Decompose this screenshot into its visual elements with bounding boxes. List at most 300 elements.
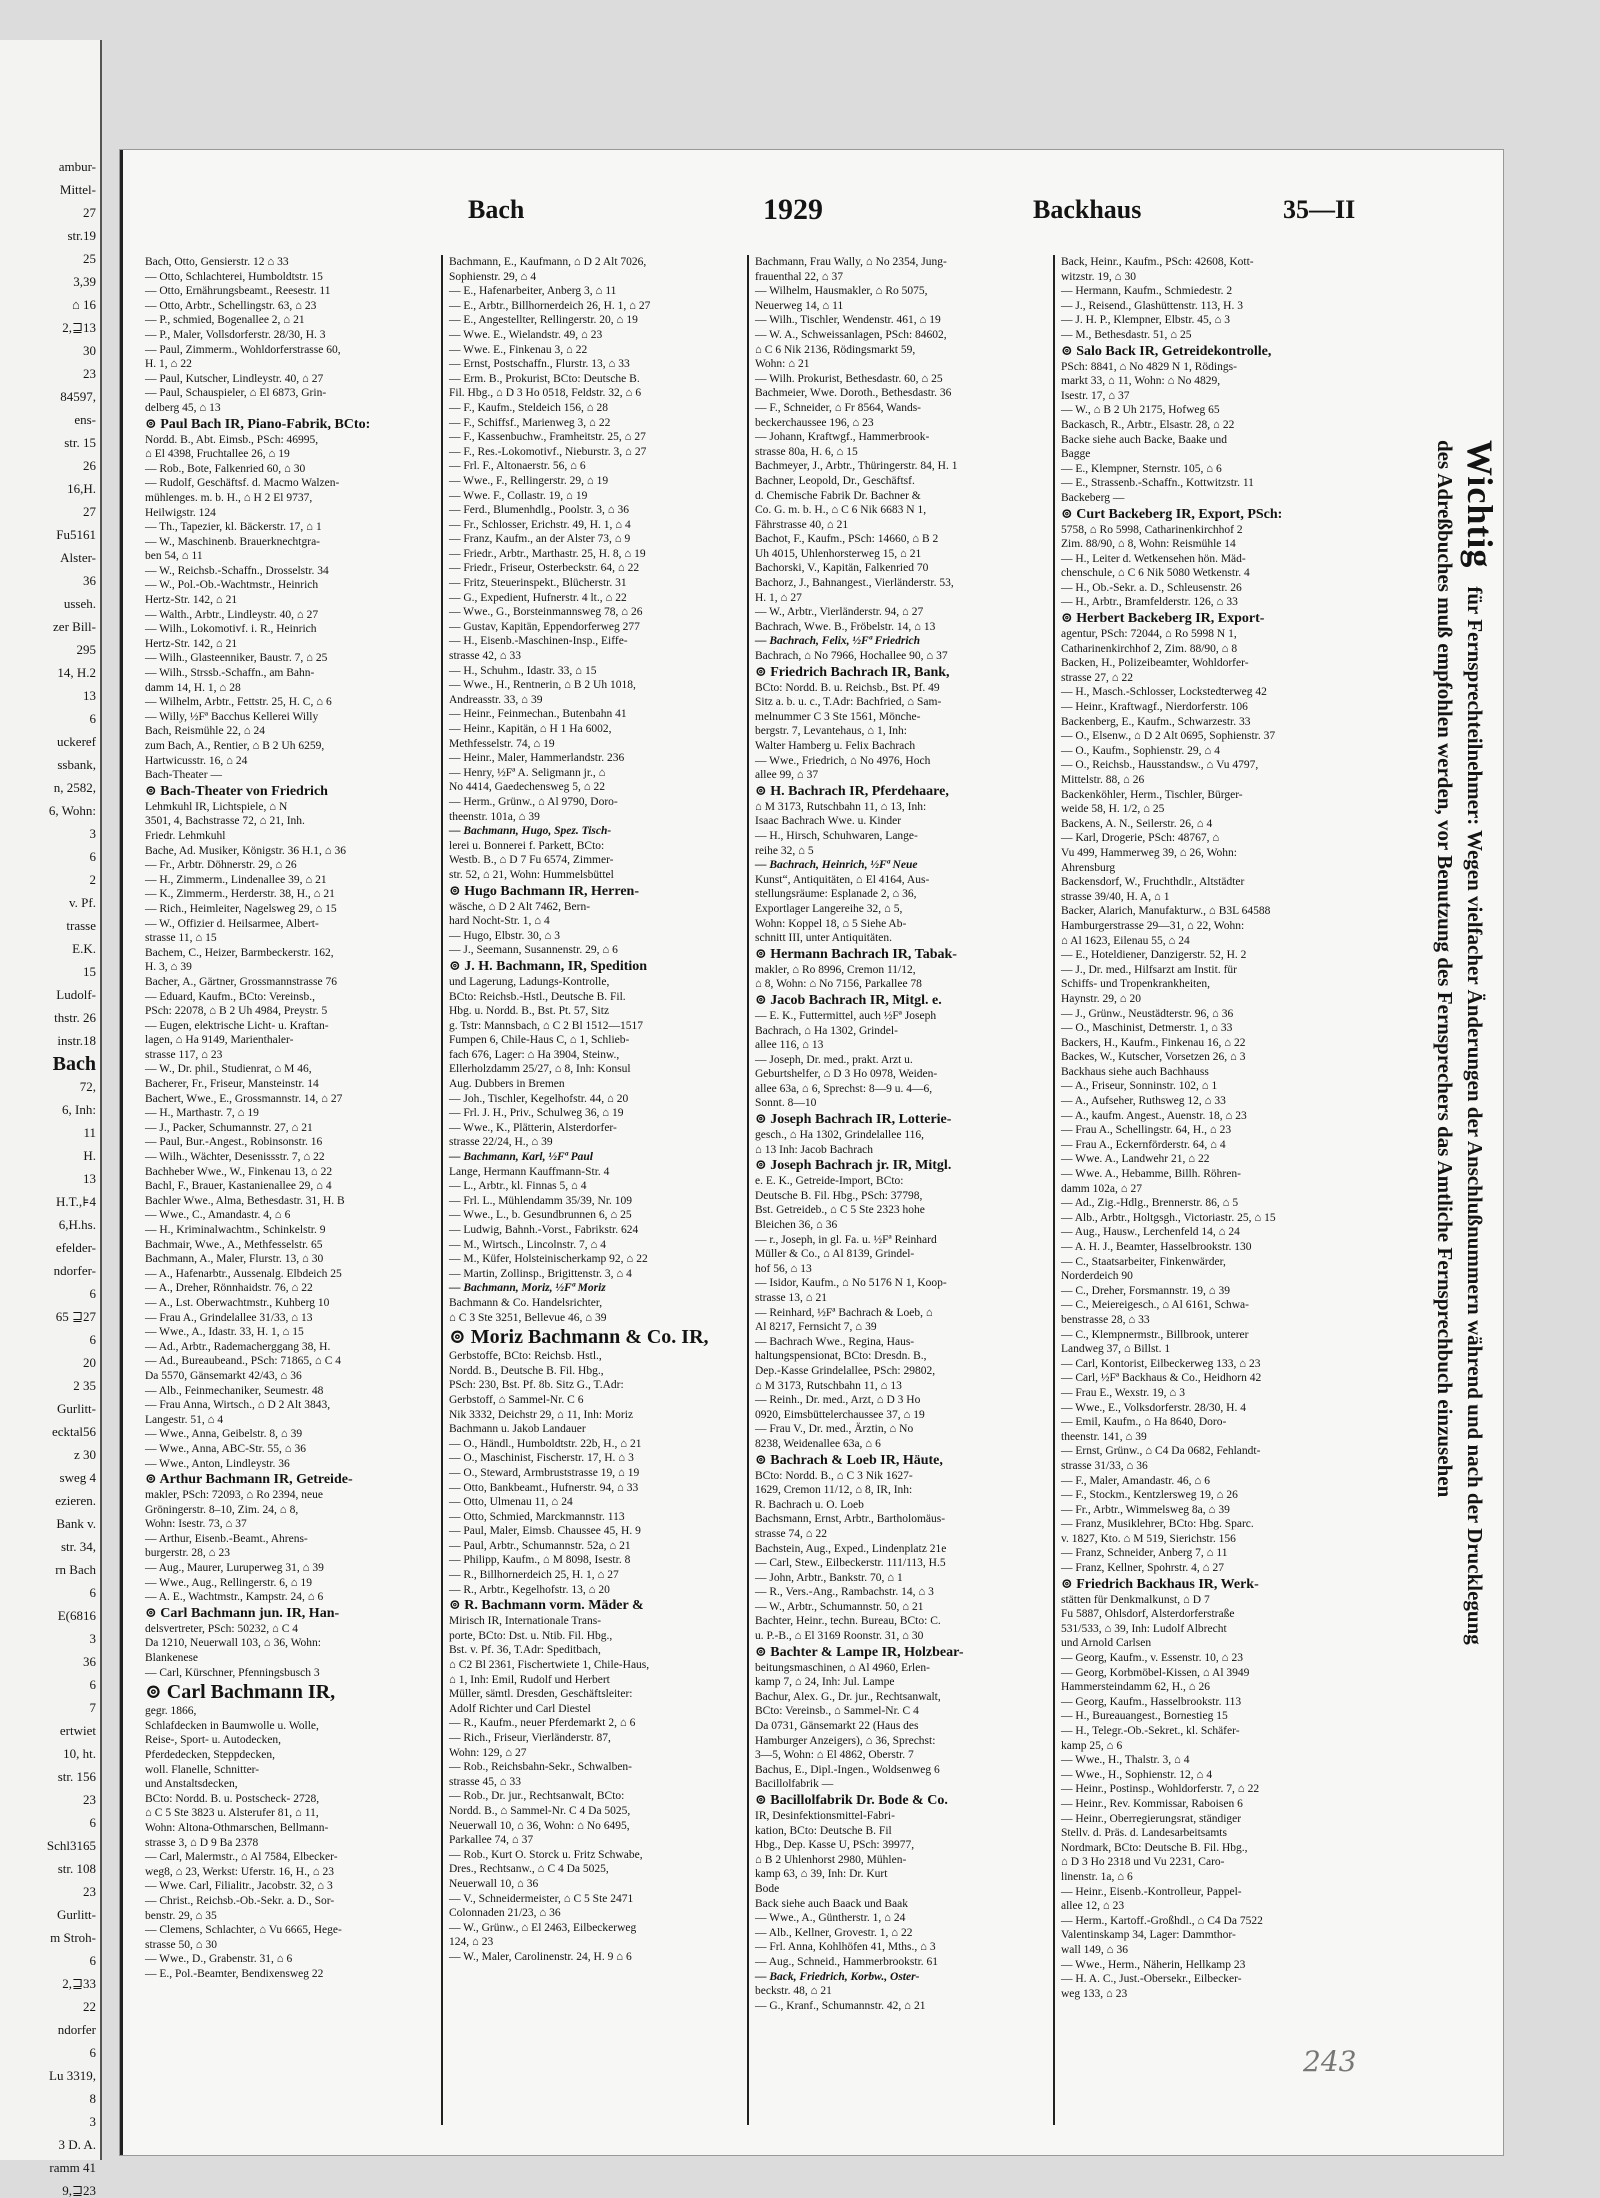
directory-entry: — Heinr., Kraftwagf., Nierdorferstr. 106 xyxy=(1061,701,1248,714)
directory-entry: fach 676, Lager: ⌂ Ha 3904, Steinw., xyxy=(449,1048,620,1061)
directory-entry: — H., Hirsch, Schuhwaren, Lange- xyxy=(755,829,918,842)
directory-entry: — Walth., Arbtr., Lindleystr. 40, ⌂ 27 xyxy=(145,608,319,621)
directory-entry: Bache, Ad. Musiker, Königstr. 36 H.1, ⌂ 36 xyxy=(145,844,346,857)
directory-entry: — Franz, Kellner, Spohrstr. 4, ⌂ 27 xyxy=(1061,1562,1224,1575)
directory-entry: — Hermann, Kaufm., Schmiedestr. 2 xyxy=(1061,285,1233,298)
fragment-text: ambur- xyxy=(58,159,96,174)
directory-entry: Back, Heinr., Kaufm., PSch: 42608, Kott- xyxy=(1061,256,1254,268)
directory-entry: bergstr. 7, Levantehaus, ⌂ 1, Inh: xyxy=(755,725,908,738)
directory-entry: — O., Maschinist, Detmerstr. 1, ⌂ 33 xyxy=(1061,1022,1233,1035)
directory-entry: — Bachmann, Moriz, ½Fª Moriz xyxy=(449,1282,606,1295)
fragment-text: 2 35 xyxy=(73,1378,96,1393)
directory-entry: — A., Friseur, Sonninstr. 102, ⌂ 1 xyxy=(1061,1080,1218,1093)
directory-entry: ⌂ D 3 Ho 2318 und Vu 2231, Caro- xyxy=(1061,1856,1225,1869)
directory-entry: strasse 27, ⌂ 22 xyxy=(1061,671,1134,684)
directory-entry: PSch: 22078, ⌂ B 2 Uh 4984, Preystr. 5 xyxy=(145,1005,328,1018)
directory-entry: Hbg., Dep. Kasse U, PSch: 39977, xyxy=(755,1839,915,1852)
directory-entry: — Friedr., Arbtr., Marthastr. 25, H. 8, ⌂ 19 xyxy=(449,547,646,560)
directory-entry: ⌂ Al 1623, Eilenau 55, ⌂ 24 xyxy=(1061,934,1190,947)
fragment-text: str. 108 xyxy=(57,1861,96,1876)
directory-entry: ⌂ C 5 Ste 3823 u. Alsterufer 81, ⌂ 11, xyxy=(145,1807,319,1820)
directory-entry: burgerstr. 28, ⌂ 23 xyxy=(145,1547,230,1560)
directory-entry: — G., Expedient, Hufnerstr. 4 lt., ⌂ 22 xyxy=(449,591,627,604)
directory-entry: — Franz, Schneider, Anberg 7, ⌂ 11 xyxy=(1061,1547,1228,1560)
fragment-text: 2,⊒13 xyxy=(62,320,96,335)
directory-entry: — Wilh., Lokomotivf. i. R., Heinrich xyxy=(145,623,317,636)
directory-entry: ⌂ 13 Inh: Jacob Bachrach xyxy=(755,1143,874,1156)
directory-entry: Uh 4015, Uhlenhorsterweg 15, ⌂ 21 xyxy=(755,547,922,560)
directory-entry: Hartwicusstr. 16, ⌂ 24 xyxy=(145,754,248,767)
page-header xyxy=(123,195,1503,235)
directory-entry: — M., Bethesdastr. 51, ⌂ 25 xyxy=(1061,328,1192,341)
directory-entry: — R., Vers.-Ang., Rambachstr. 14, ⌂ 3 xyxy=(755,1586,934,1599)
directory-entry: Bachrach, ⌂ No 7966, Hochallee 90, ⌂ 37 xyxy=(755,650,948,663)
fragment-text: rn Bach xyxy=(55,1562,96,1577)
directory-entry: Bachot, F., Kaufm., PSch: 14660, ⌂ B 2 xyxy=(755,533,939,546)
directory-entry: benstr. 29, ⌂ 35 xyxy=(145,1909,217,1922)
directory-entry: Bachmann, A., Maler, Flurstr. 13, ⌂ 30 xyxy=(145,1253,324,1266)
directory-entry: H. 1, ⌂ 27 xyxy=(755,591,802,604)
directory-entry: ⊚ Hermann Bachrach IR, Tabak- xyxy=(755,946,957,962)
directory-entry: makler, PSch: 72093, ⌂ Ro 2394, neue xyxy=(145,1489,323,1502)
directory-entry: — F., Stockm., Kentzlersweg 19, ⌂ 26 xyxy=(1061,1489,1238,1502)
directory-entry: 5758, ⌂ Ro 5998, Catharinenkirchhof 2 xyxy=(1061,523,1243,536)
directory-entry: Co. G. m. b. H., ⌂ C 6 Nik 6683 N 1, xyxy=(755,504,927,517)
directory-entry: — Reinhard, ½Fª Bachrach & Loeb, ⌂ xyxy=(755,1306,933,1319)
fragment-text: 27 xyxy=(83,205,96,220)
directory-entry: — A., kaufm. Angest., Auenstr. 18, ⌂ 23 xyxy=(1061,1109,1247,1122)
directory-entry: — Wwe., C., Amandastr. 4, ⌂ 6 xyxy=(145,1209,291,1222)
directory-entry: — M., Küfer, Holsteinischerkamp 92, ⌂ 22 xyxy=(449,1253,648,1266)
column-divider xyxy=(1053,255,1055,2125)
directory-entry: gegr. 1866, xyxy=(145,1705,197,1718)
directory-entry: Bacher, A., Gärtner, Grossmannstrasse 76 xyxy=(145,975,337,988)
fragment-text: Mittel- xyxy=(59,182,96,197)
fragment-text: 6 xyxy=(89,1677,96,1692)
directory-entry: Wohn: ⌂ 21 xyxy=(755,358,810,371)
directory-entry: Schiffs- und Tropenkrankheiten, xyxy=(1061,978,1210,991)
directory-entry: Mittelstr. 88, ⌂ 26 xyxy=(1061,774,1145,786)
directory-entry: Aug. Dubbers in Bremen xyxy=(449,1078,565,1091)
directory-entry: strasse 39/40, H. A, ⌂ 1 xyxy=(1061,890,1170,903)
fragment-text: usseh. xyxy=(63,596,96,611)
directory-entry: — Karl, Drogerie, PSch: 48767, ⌂ xyxy=(1061,832,1220,845)
directory-entry: — C., Meiereigesch., ⌂ Al 6161, Schwa- xyxy=(1061,1299,1249,1312)
directory-entry: — Heinr., Oberregierungsrat, ständiger xyxy=(1061,1812,1242,1825)
directory-entry: — Henry, ½Fª A. Seligmann jr., ⌂ xyxy=(449,766,606,779)
directory-entry: weg 133, ⌂ 23 xyxy=(1061,1987,1128,2000)
fragment-text: str. 156 xyxy=(57,1769,96,1784)
directory-entry: allee 116, ⌂ 13 xyxy=(755,1039,824,1052)
directory-entry: Bachem, C., Heizer, Barmbeckerstr. 162, xyxy=(145,946,334,959)
fragment-text: ertwiet xyxy=(59,1723,96,1738)
directory-entry: H. 1, ⌂ 22 xyxy=(145,358,192,371)
directory-entry: damm 102a, ⌂ 27 xyxy=(1061,1182,1142,1195)
fragment-text: 8 xyxy=(89,2091,96,2106)
directory-entry: Backensdorf, W., Fruchthdlr., Altstädter xyxy=(1061,876,1245,889)
directory-entry: 8238, Weidenallee 63a, ⌂ 6 xyxy=(755,1437,881,1450)
directory-entry: Zim. 88/90, ⌂ 8, Wohn: Reismühle 14 xyxy=(1061,538,1236,551)
directory-entry: — Wwe., H., Rentnerin, ⌂ B 2 Uh 1018, xyxy=(449,679,636,692)
directory-entry: Backen, H., Polizeibeamter, Wohldorfer- xyxy=(1061,657,1249,670)
fragment-text: H. xyxy=(83,1148,96,1163)
directory-entry: woll. Flanelle, Schnitter- xyxy=(145,1763,260,1776)
directory-entry: — C., Dreher, Forsmannstr. 19, ⌂ 39 xyxy=(1061,1284,1231,1297)
directory-entry: — Frl. J. H., Priv., Schulweg 36, ⌂ 19 xyxy=(449,1107,624,1120)
directory-entry: — Bachmann, Hugo, Spez. Tisch- xyxy=(449,825,612,838)
directory-entry: Bode xyxy=(755,1882,780,1895)
fragment-text: H.T.,⊧4 xyxy=(56,1194,96,1209)
fragment-text: 2 xyxy=(89,872,96,887)
directory-entry: Wohn: Altona-Othmarschen, Bellmann- xyxy=(145,1821,329,1834)
directory-entry: — E., Angestellter, Rellingerstr. 20, ⌂ 19 xyxy=(449,314,638,327)
directory-entry: — K., Zimmerm., Herderstr. 38, H., ⌂ 21 xyxy=(145,888,335,901)
directory-entry: Bachsmann, Ernst, Arbtr., Bartholomäus- xyxy=(755,1513,946,1526)
directory-entry: — Emil, Kaufm., ⌂ Ha 8640, Doro- xyxy=(1061,1416,1227,1429)
directory-entry: — Frl. Anna, Kohlhöfen 41, Mths., ⌂ 3 xyxy=(755,1941,936,1954)
directory-entry: — Eugen, elektrische Licht- u. Kraftan- xyxy=(145,1019,329,1032)
directory-entry: kamp 63, ⌂ 39, Inh: Dr. Kurt xyxy=(755,1868,888,1881)
directory-entry: strasse 31/33, ⌂ 36 xyxy=(1061,1459,1148,1472)
directory-entry: stätten für Denkmalkunst, ⌂ D 7 xyxy=(1061,1593,1210,1606)
fragment-text: ramm 41 xyxy=(49,2160,96,2175)
directory-entry: — Clemens, Schlachter, ⌂ Vu 6665, Hege- xyxy=(145,1924,342,1937)
fragment-text: 23 xyxy=(83,1884,96,1899)
directory-entry: ⌂ 1, Inh: Emil, Rudolf und Herbert xyxy=(449,1673,610,1686)
fragment-text: 26 xyxy=(83,458,96,473)
directory-entry: Heilwigstr. 124 xyxy=(145,506,216,519)
fragment-text: 20 xyxy=(83,1355,96,1370)
directory-entry: — E., Strassenb.-Schaffn., Kottwitzstr. 11 xyxy=(1061,477,1254,490)
directory-entry: Bachrach, Wwe. B., Fröbelstr. 14, ⌂ 13 xyxy=(755,620,936,633)
directory-entry: Bachur, Alex. G., Dr. jur., Rechtsanwalt, xyxy=(755,1690,941,1703)
directory-entry: No 4414, Gaedechensweg 5, ⌂ 22 xyxy=(449,781,606,794)
directory-entry: — Ad., Arbtr., Rademacherggang 38, H. xyxy=(145,1340,331,1353)
directory-entry: — J., Reisend., Glashüttenstr. 113, H. 3 xyxy=(1061,299,1243,312)
directory-entry: — E., Arbtr., Billhornerdeich 26, H. 1, ⌂ 27 xyxy=(449,299,651,312)
directory-entry: — Philipp, Kaufm., ⌂ M 8098, Isestr. 8 xyxy=(449,1554,631,1567)
fragment-text: 3 xyxy=(89,826,96,841)
directory-entry: Neuerwall 10, ⌂ 36, Wohn: ⌂ No 6495, xyxy=(449,1819,630,1832)
directory-entry: theenstr. 141, ⌂ 39 xyxy=(1061,1430,1147,1443)
directory-entry: Bachl, F., Brauer, Kastanienallee 29, ⌂ 4 xyxy=(145,1180,332,1193)
directory-entry: wall 149, ⌂ 36 xyxy=(1061,1943,1128,1956)
directory-entry: strasse 11, ⌂ 15 xyxy=(145,932,217,945)
directory-entry: Wohn: Koppel 18, ⌂ 5 Siehe Ab- xyxy=(755,917,907,930)
directory-page xyxy=(120,150,1503,2155)
directory-entry: weide 58, H. 1/2, ⌂ 25 xyxy=(1061,803,1165,816)
fragment-text: 6,H.hs. xyxy=(58,1217,96,1232)
directory-entry: — O., Maschinist, Fischerstr. 17, H. ⌂ 3 xyxy=(449,1452,634,1465)
directory-entry: — r., Joseph, in gl. Fa. u. ½Fª Reinhard xyxy=(755,1233,937,1246)
directory-entry: Bachstein, Aug., Exped., Lindenplatz 21e xyxy=(755,1542,947,1555)
directory-entry: — Frau V., Dr. med., Ärztin, ⌂ No xyxy=(755,1423,914,1436)
directory-entry: — O., Kaufm., Sophienstr. 29, ⌂ 4 xyxy=(1061,744,1220,757)
directory-entry: — Wilhelm, Hausmakler, ⌂ Ro 5075, xyxy=(755,285,928,298)
directory-entry: 124, ⌂ 23 xyxy=(449,1936,494,1949)
fragment-text: trasse xyxy=(66,918,96,933)
directory-entry: — R., Arbtr., Kegelhofstr. 13, ⌂ 20 xyxy=(449,1583,610,1596)
fragment-text: efelder- xyxy=(55,1240,96,1255)
fragment-text: thstr. 26 xyxy=(54,1010,96,1025)
directory-entry: — Carl, Stew., Eilbeckerstr. 111/113, H.5 xyxy=(755,1557,946,1570)
directory-entry: Andreasstr. 33, ⌂ 39 xyxy=(449,693,543,706)
directory-entry: Valentinskamp 34, Lager: Dammthor- xyxy=(1061,1929,1236,1942)
directory-entry: Gerbstoff, ⌂ Sammel-Nr. C 6 xyxy=(449,1393,584,1406)
directory-entry: Dres., Rechtsanw., ⌂ C 4 Da 5025, xyxy=(449,1863,609,1876)
directory-entry: ben 54, ⌂ 11 xyxy=(145,550,203,563)
header-year: 1929 xyxy=(763,193,823,226)
directory-entry: — Rob., Dr. jur., Rechtsanwalt, BCto: xyxy=(449,1790,625,1803)
directory-entry: Backe siehe auch Backe, Baake und xyxy=(1061,433,1228,446)
directory-entry: Backens, A. N., Seilerstr. 26, ⌂ 4 xyxy=(1061,817,1213,830)
directory-entry: Pferdedecken, Steppdecken, xyxy=(145,1749,275,1761)
directory-entry: — Wwe., E., Volksdorferstr. 28/30, H. 4 xyxy=(1061,1401,1246,1414)
directory-entry: — J. H. P., Klempner, Elbstr. 45, ⌂ 3 xyxy=(1061,314,1231,327)
directory-entry: — Otto, Schmied, Marckmannstr. 113 xyxy=(449,1510,625,1523)
directory-entry: Hertz-Str. 142, ⌂ 21 xyxy=(145,637,238,650)
directory-entry: — V., Schneidermeister, ⌂ C 5 Ste 2471 xyxy=(449,1892,634,1905)
directory-entry: — Ludwig, Bahnh.-Vorst., Fabrikstr. 624 xyxy=(449,1224,639,1236)
directory-entry: — H., Leiter d. Wetkensehen hön. Mäd- xyxy=(1061,552,1246,565)
directory-entry: Walter Hamberg u. Felix Bachrach xyxy=(755,740,916,752)
fragment-text: 13 xyxy=(83,688,96,703)
directory-entry: Da 5570, Gänsemarkt 42/43, ⌂ 36 xyxy=(145,1369,302,1382)
directory-entry: weg8, ⌂ 23, Werkst: Uferstr. 16, H., ⌂ 23 xyxy=(145,1865,334,1878)
directory-entry: — Willy, ½Fª Bacchus Kellerei Willy xyxy=(145,710,319,723)
directory-entry: — W., Maschinenb. Brauerknechtgra- xyxy=(145,535,321,548)
directory-entry: — F., Res.-Lokomotivf., Nieburstr. 3, ⌂ 27 xyxy=(449,445,647,458)
fragment-text: ndorfer xyxy=(57,2022,96,2037)
directory-entry: Isestr. 17, ⌂ 37 xyxy=(1061,389,1130,402)
directory-entry: Kunst“, Antiquitäten, ⌂ El 4164, Aus- xyxy=(755,873,930,886)
directory-entry: Backenberg, E., Kaufm., Schwarzestr. 33 xyxy=(1061,715,1251,728)
directory-entry: Bst. v. Pf. 36, T.Adr: Speditbach, xyxy=(449,1644,601,1657)
fragment-text: 36 xyxy=(83,573,96,588)
directory-entry: — Ernst, Postschaffn., Flurstr. 13, ⌂ 33 xyxy=(449,358,630,371)
fragment-text: 14, H.2 xyxy=(57,665,96,680)
directory-entry: Bachmair, Wwe., A., Methfesselstr. 65 xyxy=(145,1238,323,1251)
directory-entry: Isaac Bachrach Wwe. u. Kinder xyxy=(755,815,902,828)
directory-entry: mühlenges. m. b. H., ⌂ H 2 El 9737, xyxy=(145,491,313,504)
directory-entry: benstrasse 28, ⌂ 33 xyxy=(1061,1313,1150,1326)
directory-entry: Backers, H., Kaufm., Finkenau 16, ⌂ 22 xyxy=(1061,1036,1246,1049)
directory-entry: ⊚ Arthur Bachmann IR, Getreide- xyxy=(145,1472,353,1488)
directory-entry: Backenköhler, Herm., Tischler, Bürger- xyxy=(1061,788,1243,801)
directory-entry: Friedr. Lehmkuhl xyxy=(145,829,226,842)
directory-entry: — Fr., Schlosser, Erichstr. 49, H. 1, ⌂ 4 xyxy=(449,518,631,531)
directory-entry: und Anstaltsdecken, xyxy=(145,1778,238,1791)
fragment-text: 6, Inh: xyxy=(62,1102,96,1117)
directory-entry: — Gustav, Kapitän, Eppendorferweg 277 xyxy=(449,620,640,633)
directory-entry: — Eduard, Kaufm., BCto: Vereinsb., xyxy=(145,990,316,1003)
directory-entry: allee 99, ⌂ 37 xyxy=(755,769,819,782)
directory-entry: — A. E., Wachtmstr., Kampstr. 24, ⌂ 6 xyxy=(145,1591,324,1604)
fragment-text: 6 xyxy=(89,2045,96,2060)
directory-entry: Back siehe auch Baack und Baak xyxy=(755,1897,908,1910)
directory-entry: Bachner, Leopold, Dr., Geschäftsf. xyxy=(755,474,915,487)
directory-entry: — F., Schiffsf., Marienweg 3, ⌂ 22 xyxy=(449,416,611,429)
directory-entry: — Frau A., Schellingstr. 64, H., ⌂ 23 xyxy=(1061,1124,1232,1137)
directory-entry: — Heinr., Postinsp., Wohldorferstr. 7, ⌂ 22 xyxy=(1061,1783,1260,1796)
directory-entry: — Georg, Kaufm., v. Essenstr. 10, ⌂ 23 xyxy=(1061,1652,1243,1665)
directory-entry: Bachmeier, Wwe. Doroth., Bethesdastr. 36 xyxy=(755,387,952,400)
directory-columns xyxy=(123,255,1503,2125)
directory-entry: — John, Arbtr., Bankstr. 70, ⌂ 1 xyxy=(755,1571,903,1584)
directory-entry: — J., Packer, Schumannstr. 27, ⌂ 21 xyxy=(145,1121,313,1134)
directory-entry: g. Tstr: Mannsbach, ⌂ C 2 Bl 1512—1517 xyxy=(449,1019,644,1032)
directory-entry: Neuerweg 14, ⌂ 11 xyxy=(755,299,844,312)
directory-entry: und Lagerung, Ladungs-Kontrolle, xyxy=(449,975,610,988)
directory-entry: — Otto, Arbtr., Schellingstr. 63, ⌂ 23 xyxy=(145,299,317,312)
directory-entry: lerei u. Bonnerei f. Parkett, BCto: xyxy=(449,839,605,852)
directory-entry: — Aug., Schneid., Hammerbrookstr. 61 xyxy=(755,1955,939,1968)
directory-entry: — Friedr., Friseur, Osterbeckstr. 64, ⌂ 22 xyxy=(449,562,640,575)
directory-entry: schnitt III, unter Antiquitäten. xyxy=(755,932,893,945)
directory-entry: — Wwe. A., Hebamme, Billh. Röhren- xyxy=(1061,1168,1241,1181)
header-first-entry: Bach xyxy=(468,195,525,224)
directory-entry: — Joh., Tischler, Kegelhofstr. 44, ⌂ 20 xyxy=(449,1092,629,1105)
directory-entry: — Paul, Schauspieler, ⌂ El 6873, Grin- xyxy=(145,387,327,400)
directory-entry: — Wwe. A., Landwehr 21, ⌂ 22 xyxy=(1061,1153,1210,1166)
directory-entry: — H., Zimmerm., Lindenallee 39, ⌂ 21 xyxy=(145,873,327,886)
fragment-text: Bank v. xyxy=(56,1516,96,1531)
directory-entry: Bach-Theater — xyxy=(145,769,222,782)
directory-entry: — Rich., Heimleiter, Nagelsweg 29, ⌂ 15 xyxy=(145,902,337,915)
directory-entry: — H., Ob.-Sekr. a. D., Schleusenstr. 26 xyxy=(1061,581,1242,594)
directory-entry: Neuerwall 10, ⌂ 36 xyxy=(449,1877,539,1890)
column-divider xyxy=(441,255,443,2125)
directory-entry: Langestr. 51, ⌂ 4 xyxy=(145,1413,224,1426)
directory-entry: Backeberg — xyxy=(1061,491,1125,504)
directory-entry: — H., Bureauangest., Bornestieg 15 xyxy=(1061,1710,1228,1723)
directory-entry: — Rudolf, Geschäftsf. d. Macmo Walzen- xyxy=(145,477,340,490)
directory-entry: — P., Maler, Vollsdorferstr. 28/30, H. 3 xyxy=(145,328,326,341)
directory-entry: beitungsmaschinen, ⌂ Al 4960, Erlen- xyxy=(755,1661,930,1674)
directory-entry: — Heinr., Maler, Hammerlandstr. 236 xyxy=(449,752,625,765)
directory-entry: — E., Hafenarbeiter, Anberg 3, ⌂ 11 xyxy=(449,285,617,298)
directory-entry: — W., Reichsb.-Schaffn., Drosselstr. 34 xyxy=(145,564,329,577)
directory-entry: Adolf Richter und Carl Diestel xyxy=(449,1702,591,1715)
directory-entry: — Hugo, Elbstr. 30, ⌂ 3 xyxy=(449,929,561,942)
directory-entry: — Reinh., Dr. med., Arzt, ⌂ D 3 Ho xyxy=(755,1394,921,1407)
directory-entry: — Otto, Ulmenau 11, ⌂ 24 xyxy=(449,1496,573,1509)
directory-entry: allee 63a, ⌂ 6, Sprechst: 8—9 u. 4—6, xyxy=(755,1082,933,1095)
directory-entry: — W., Pol.-Ob.-Wachtmstr., Heinrich xyxy=(145,579,319,592)
fragment-text: z 30 xyxy=(73,1447,96,1462)
fragment-text: m Stroh- xyxy=(50,1930,96,1945)
directory-entry: Backasch, R., Arbtr., Elsastr. 28, ⌂ 22 xyxy=(1061,418,1235,431)
directory-entry: — Frl. L., Mühlendamm 35/39, Nr. 109 xyxy=(449,1194,633,1207)
directory-entry: IR, Desinfektionsmittel-Fabri- xyxy=(755,1810,895,1822)
notice-line-2: des Adreßbuches muß empfohlen werden, vor Benutzung des Fernsprechers das Amtliche Fernsprechbuch einzusehen xyxy=(1433,440,1457,1498)
directory-entry: — L., Arbtr., kl. Finnas 5, ⌂ 4 xyxy=(449,1180,587,1193)
directory-entry: ⊚ Bachter & Lampe IR, Holzbear- xyxy=(755,1644,964,1660)
directory-entry: ⊚ H. Bachrach IR, Pferdehaare, xyxy=(755,783,949,799)
fragment-text: 30 xyxy=(83,343,96,358)
directory-entry: BCto: Vereinsb., ⌂ Sammel-Nr. C 4 xyxy=(755,1705,919,1718)
directory-entry: ⊚ Bacillolfabrik Dr. Bode & Co. xyxy=(755,1793,948,1808)
directory-entry: Haynstr. 29, ⌂ 20 xyxy=(1061,992,1142,1005)
directory-entry: — Paul, Maler, Eimsb. Chaussee 45, H. 9 xyxy=(449,1525,641,1538)
directory-entry: ⌂ M 3173, Rutschbahn 11, ⌂ 13, Inh: xyxy=(755,800,927,813)
directory-entry: Methfesselstr. 74, ⌂ 19 xyxy=(449,737,555,750)
directory-entry: — Alb., Kellner, Grovestr. 1, ⌂ 22 xyxy=(755,1926,913,1939)
directory-entry: — Otto, Ernährungsbeamt., Reesestr. 11 xyxy=(145,285,331,298)
adjacent-page-fragment xyxy=(0,40,102,2198)
directory-entry: ⊚ Bachrach & Loeb IR, Häute, xyxy=(755,1452,943,1468)
directory-entry: — Fr., Arbtr. Döhnerstr. 29, ⌂ 26 xyxy=(145,859,297,872)
directory-entry: delberg 45, ⌂ 13 xyxy=(145,401,221,414)
directory-entry: — Wwe. Carl, Filialitr., Jacobstr. 32, ⌂ 3 xyxy=(145,1880,333,1893)
fragment-text: 3 xyxy=(89,2114,96,2129)
directory-entry: — A., Hafenarbtr., Aussenalg. Elbdeich 25 xyxy=(145,1267,342,1280)
directory-entry: Reise-, Sport- u. Autodecken, xyxy=(145,1734,282,1747)
directory-entry: — Back, Friedrich, Korbw., Oster- xyxy=(755,1970,920,1983)
directory-entry: — H., Kriminalwachtm., Schinkelstr. 9 xyxy=(145,1224,326,1236)
directory-entry: — J., Dr. med., Hilfsarzt am Instit. für xyxy=(1061,963,1237,976)
directory-entry: — Paul, Zimmerm., Wohldorferstrasse 60, xyxy=(145,343,341,356)
directory-entry: — Wwe., A., Güntherstr. 1, ⌂ 24 xyxy=(755,1912,906,1925)
fragment-text: Schl3165 xyxy=(46,1838,96,1853)
fragment-text: str. 15 xyxy=(64,435,96,450)
directory-entry: — Rich., Friseur, Vierländerstr. 87, xyxy=(449,1732,611,1744)
directory-entry: lagen, ⌂ Ha 9149, Marienthaler- xyxy=(145,1034,294,1047)
directory-entry: ⊚ Paul Bach IR, Piano-Fabrik, BCto: xyxy=(145,416,371,432)
directory-entry: Mirisch IR, Internationale Trans- xyxy=(449,1615,602,1628)
directory-entry: stellungsräume: Esplanade 2, ⌂ 36, xyxy=(755,888,917,901)
directory-entry: Wohn: 129, ⌂ 27 xyxy=(449,1746,527,1759)
directory-entry: PSch: 230, Bst. Pf. 8b. Sitz G., T.Adr: xyxy=(449,1379,624,1392)
directory-entry: H. 3, ⌂ 39 xyxy=(145,961,192,974)
directory-entry: — W., Offizier d. Heilsarmee, Albert- xyxy=(145,917,319,930)
fragment-text: 25 xyxy=(83,251,96,266)
directory-entry: Vu 499, Hammerweg 39, ⌂ 26, Wohn: xyxy=(1061,846,1237,859)
directory-entry: — R., Billhornerdeich 25, H. 1, ⌂ 27 xyxy=(449,1569,619,1582)
directory-entry: ⊚ Moriz Bachmann & Co. IR, xyxy=(449,1326,709,1349)
directory-entry: delsvertreter, PSch: 50232, ⌂ C 4 xyxy=(145,1622,299,1635)
directory-entry: BCto: Nordd. B. u. Reichsb., Bst. Pf. 49 xyxy=(755,681,940,694)
directory-entry: — Wwe., Friedrich, ⌂ No 4976, Hoch xyxy=(755,754,931,767)
fragment-text: 3 xyxy=(89,1631,96,1646)
fragment-text: 16,H. xyxy=(67,481,96,496)
fragment-text: 6 xyxy=(89,1332,96,1347)
directory-entry: Exportlager Langereihe 32, ⌂ 5, xyxy=(755,902,903,915)
directory-entry: — H. A. C., Just.-Obersekr., Eilbecker- xyxy=(1061,1973,1242,1986)
directory-entry: — Bachrach Wwe., Regina, Haus- xyxy=(755,1335,915,1348)
directory-entry: — Frau A., Grindelallee 31/33, ⌂ 13 xyxy=(145,1311,313,1324)
directory-entry: makler, ⌂ Ro 8996, Cremon 11/12, xyxy=(755,963,916,976)
directory-entry: melnummer C 3 Ste 1561, Mönche- xyxy=(755,710,921,723)
directory-entry: — Arthur, Eisenb.-Beamt., Ahrens- xyxy=(145,1532,308,1545)
directory-entry: ⊚ Friedrich Backhaus IR, Werk- xyxy=(1061,1576,1259,1592)
directory-entry: Gröningerstr. 8–10, Zim. 24, ⌂ 8, xyxy=(145,1503,299,1516)
directory-entry: Da 1210, Neuerwall 103, ⌂ 36, Wohn: xyxy=(145,1637,321,1650)
directory-entry: — Aug., Maurer, Luruperweg 31, ⌂ 39 xyxy=(145,1562,324,1575)
directory-entry: porte, BCto: Dst. u. Ntib. Fil. Hbg., xyxy=(449,1629,613,1642)
header-last-entry: Backhaus xyxy=(1033,195,1142,224)
directory-entry: Ellerholzdamm 25/27, ⌂ 8, Inh: Konsul xyxy=(449,1063,631,1076)
directory-entry: — Wwe., F., Rellingerstr. 29, ⌂ 19 xyxy=(449,474,609,487)
directory-entry: Ahrensburg xyxy=(1061,861,1116,874)
directory-entry: — Frl. F., Altonaerstr. 56, ⌂ 6 xyxy=(449,460,586,473)
directory-entry: Müller, sämtl. Dresden, Geschäftsleiter: xyxy=(449,1688,633,1701)
directory-entry: strasse 80a, H. 6, ⌂ 15 xyxy=(755,445,858,458)
directory-entry: — H., Arbtr., Bramfelderstr. 126, ⌂ 33 xyxy=(1061,596,1238,609)
directory-entry: — Frau A., Eckernförderstr. 64, ⌂ 4 xyxy=(1061,1138,1226,1151)
directory-entry: — Ferd., Blumenhdlg., Poolstr. 3, ⌂ 36 xyxy=(449,504,630,517)
directory-entry: — Wwe., Aug., Rellingerstr. 6, ⌂ 19 xyxy=(145,1576,313,1589)
